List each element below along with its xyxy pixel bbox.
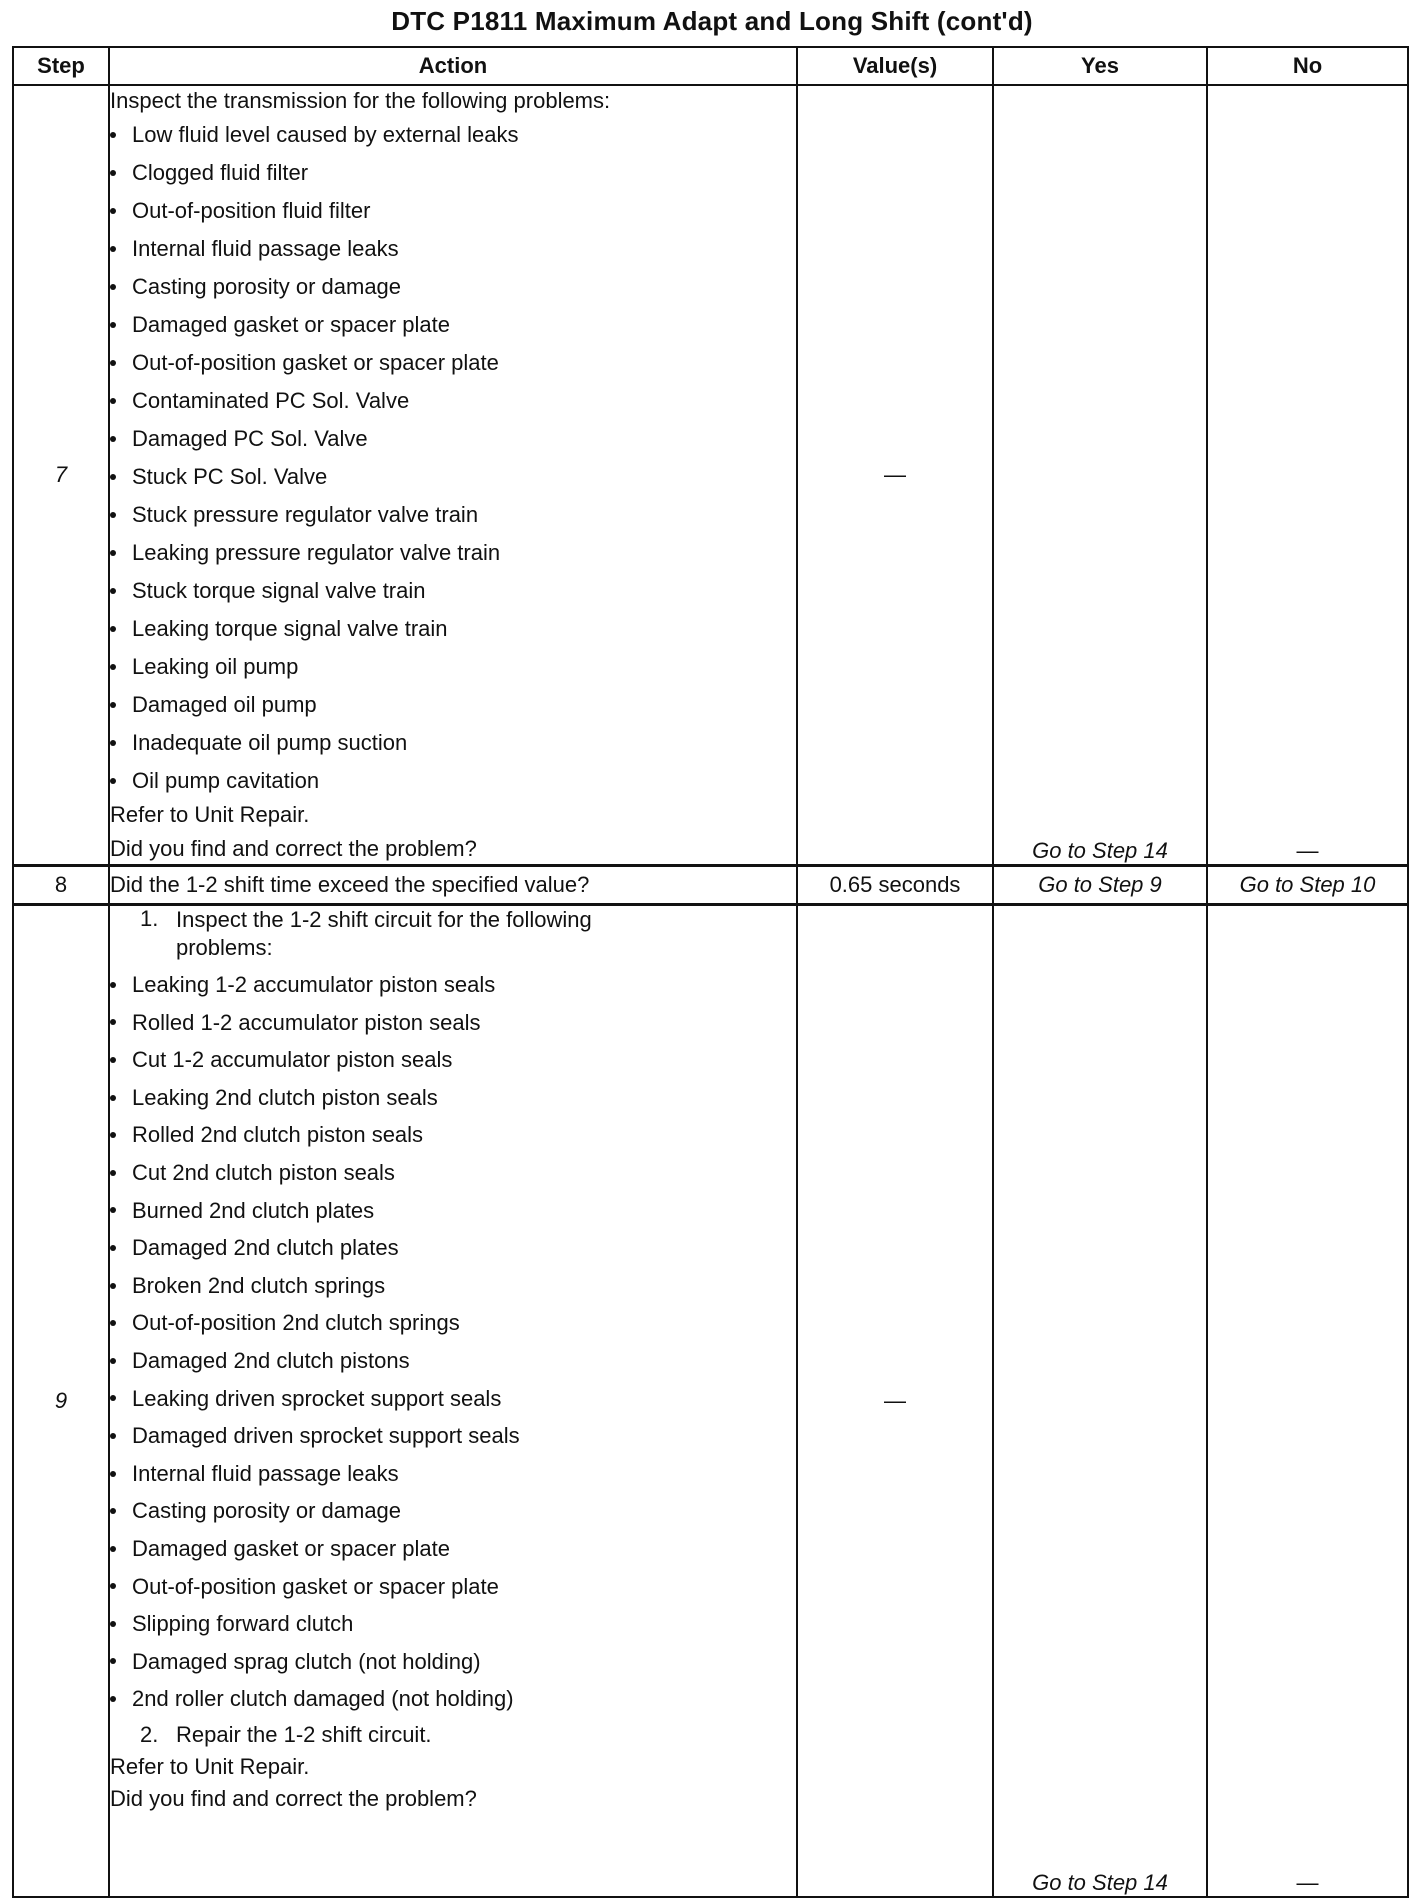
list-item-text: Out-of-position fluid filter <box>132 198 371 223</box>
problem-list <box>110 116 796 800</box>
numbered-item-2 <box>110 1718 796 1752</box>
bullet-icon <box>110 1095 116 1101</box>
list-item-text: Stuck PC Sol. Valve <box>132 464 328 489</box>
list-item <box>110 1605 796 1643</box>
list-item-text: Out-of-position 2nd clutch springs <box>132 1310 460 1336</box>
bullet-icon <box>110 664 116 670</box>
diagnostic-table <box>12 46 1409 1898</box>
list-item <box>110 1267 796 1305</box>
refer-text: Refer to Unit Repair. <box>110 1753 310 1779</box>
list-item-text: Out-of-position gasket or spacer plate <box>132 1573 499 1599</box>
bullet-icon <box>110 1019 116 1025</box>
item-text: Inspect the 1-2 shift circuit for the following problems: <box>176 907 592 960</box>
yes-link[interactable]: Go to Step 14 <box>993 905 1207 1898</box>
list-item <box>110 966 796 1004</box>
step-action <box>109 85 797 866</box>
bullet-icon <box>110 512 116 518</box>
list-item-text: Leaking driven sprocket support seals <box>132 1385 502 1411</box>
table-header-row <box>13 47 1408 85</box>
question-text: Did you find and correct the problem? <box>110 836 477 861</box>
yes-link[interactable]: Go to Step 9 <box>993 866 1207 905</box>
list-item <box>110 1380 796 1418</box>
header-values: Value(s) <box>797 47 993 85</box>
step-number: 9 <box>13 905 109 1898</box>
list-item <box>110 116 796 154</box>
list-item <box>110 610 796 648</box>
item-text: Repair the 1-2 shift circuit. <box>176 1721 432 1747</box>
list-item <box>110 1417 796 1455</box>
bullet-icon <box>110 626 116 632</box>
list-item <box>110 686 796 724</box>
list-item-text: Contaminated PC Sol. Valve <box>132 388 410 413</box>
list-item <box>110 648 796 686</box>
list-item <box>110 1643 796 1681</box>
bullet-icon <box>110 436 116 442</box>
list-item <box>110 572 796 610</box>
bullet-icon <box>110 1696 116 1702</box>
list-item-text: Damaged gasket or spacer plate <box>132 312 450 337</box>
bullet-icon <box>110 322 116 328</box>
list-item-text: Slipping forward clutch <box>132 1611 354 1637</box>
list-item-text: Broken 2nd clutch springs <box>132 1272 386 1298</box>
list-item-text: Damaged driven sprocket support seals <box>132 1423 520 1449</box>
list-item <box>110 306 796 344</box>
list-item <box>110 762 796 800</box>
action-intro: Inspect the transmission for the following problems: <box>110 88 611 113</box>
item-number: 1. <box>140 906 159 931</box>
bullet-icon <box>110 550 116 556</box>
bullet-icon <box>110 360 116 366</box>
list-item <box>110 230 796 268</box>
bullet-icon <box>110 1057 116 1063</box>
list-item <box>110 1192 796 1230</box>
bullet-icon <box>110 1658 116 1664</box>
step-action <box>109 866 797 905</box>
list-item <box>110 1492 796 1530</box>
list-item <box>110 1568 796 1606</box>
list-item <box>110 1004 796 1042</box>
refer-text: Refer to Unit Repair. <box>110 802 310 827</box>
bullet-icon <box>110 1471 116 1477</box>
list-item-text: 2nd roller clutch damaged (not holding) <box>132 1686 514 1712</box>
list-item-text: Stuck pressure regulator valve train <box>132 502 479 527</box>
bullet-icon <box>110 398 116 404</box>
list-item-text: Low fluid level caused by external leaks <box>132 122 519 147</box>
header-step: Step <box>13 47 109 85</box>
step-value: 0.65 seconds <box>797 866 993 905</box>
list-item <box>110 382 796 420</box>
list-item-text: Rolled 2nd clutch piston seals <box>132 1122 424 1148</box>
bullet-icon <box>110 1358 116 1364</box>
bullet-icon <box>110 702 116 708</box>
header-action: Action <box>109 47 797 85</box>
list-item <box>110 496 796 534</box>
table-row-step-9 <box>13 905 1408 1898</box>
bullet-icon <box>110 208 116 214</box>
list-item-text: Damaged sprag clutch (not holding) <box>132 1648 481 1674</box>
header-no: No <box>1207 47 1408 85</box>
list-item-text: Damaged 2nd clutch pistons <box>132 1347 410 1373</box>
item-number: 2. <box>140 1721 159 1747</box>
list-item-text: Leaking 1-2 accumulator piston seals <box>132 972 496 997</box>
list-item-text: Cut 2nd clutch piston seals <box>132 1159 395 1185</box>
list-item <box>110 1116 796 1154</box>
list-item-text: Internal fluid passage leaks <box>132 236 399 261</box>
bullet-icon <box>110 284 116 290</box>
bullet-icon <box>110 1320 116 1326</box>
question-text: Did you find and correct the problem? <box>110 1785 477 1811</box>
bullet-icon <box>110 778 116 784</box>
bullet-icon <box>110 588 116 594</box>
bullet-icon <box>110 132 116 138</box>
bullet-icon <box>110 1621 116 1627</box>
list-item-text: Leaking pressure regulator valve train <box>132 540 501 565</box>
list-item <box>110 1680 796 1718</box>
question-text: Did the 1-2 shift time exceed the specified value? <box>110 872 590 897</box>
list-item <box>110 1530 796 1568</box>
bullet-icon <box>110 1395 116 1401</box>
list-item <box>110 420 796 458</box>
list-item <box>110 1455 796 1493</box>
step-number: 7 <box>13 85 109 866</box>
table-row-step-8 <box>13 866 1408 905</box>
list-item <box>110 154 796 192</box>
list-item-text: Burned 2nd clutch plates <box>132 1197 375 1223</box>
bullet-icon <box>110 740 116 746</box>
list-item-text: Clogged fluid filter <box>132 160 309 185</box>
bullet-icon <box>110 1132 116 1138</box>
step-number: 8 <box>13 866 109 905</box>
step-action <box>109 905 797 1898</box>
list-item-text: Damaged gasket or spacer plate <box>132 1535 450 1561</box>
problem-list <box>110 966 796 1718</box>
numbered-item-1 <box>110 906 796 962</box>
list-item-text: Inadequate oil pump suction <box>132 730 408 755</box>
bullet-icon <box>110 1508 116 1514</box>
bullet-icon <box>110 1583 116 1589</box>
no-link[interactable]: Go to Step 10 <box>1207 866 1408 905</box>
list-item-text: Casting porosity or damage <box>132 1498 402 1524</box>
list-item-text: Rolled 1-2 accumulator piston seals <box>132 1009 481 1035</box>
list-item <box>110 724 796 762</box>
bullet-icon <box>110 1207 116 1213</box>
list-item-text: Damaged PC Sol. Valve <box>132 426 368 451</box>
list-item-text: Cut 1-2 accumulator piston seals <box>132 1047 453 1073</box>
bullet-icon <box>110 1433 116 1439</box>
list-item-text: Damaged oil pump <box>132 692 317 717</box>
step-value: — <box>797 85 993 866</box>
bullet-icon <box>110 1170 116 1176</box>
bullet-icon <box>110 474 116 480</box>
list-item <box>110 458 796 496</box>
list-item-text: Damaged 2nd clutch plates <box>132 1235 399 1261</box>
list-item <box>110 1079 796 1117</box>
table-row-step-7 <box>13 85 1408 866</box>
bullet-icon <box>110 1245 116 1251</box>
list-item <box>110 1154 796 1192</box>
no-result: — <box>1207 905 1408 1898</box>
list-item <box>110 1342 796 1380</box>
list-item-text: Oil pump cavitation <box>132 768 320 793</box>
list-item-text: Internal fluid passage leaks <box>132 1460 399 1486</box>
list-item <box>110 1041 796 1079</box>
no-result: — <box>1207 85 1408 866</box>
bullet-icon <box>110 1546 116 1552</box>
list-item <box>110 1304 796 1342</box>
list-item <box>110 344 796 382</box>
list-item-text: Out-of-position gasket or spacer plate <box>132 350 499 375</box>
list-item <box>110 268 796 306</box>
list-item <box>110 1229 796 1267</box>
list-item-text: Leaking oil pump <box>132 654 299 679</box>
list-item-text: Leaking torque signal valve train <box>132 616 448 641</box>
list-item-text: Casting porosity or damage <box>132 274 402 299</box>
list-item <box>110 534 796 572</box>
bullet-icon <box>110 1283 116 1289</box>
list-item <box>110 192 796 230</box>
step-value: — <box>797 905 993 1898</box>
page-title: DTC P1811 Maximum Adapt and Long Shift (cont'd) <box>391 6 1033 36</box>
list-item-text: Leaking 2nd clutch piston seals <box>132 1084 438 1110</box>
header-yes: Yes <box>993 47 1207 85</box>
bullet-icon <box>110 982 116 988</box>
list-item-text: Stuck torque signal valve train <box>132 578 426 603</box>
bullet-icon <box>110 246 116 252</box>
yes-link[interactable]: Go to Step 14 <box>993 85 1207 866</box>
bullet-icon <box>110 170 116 176</box>
